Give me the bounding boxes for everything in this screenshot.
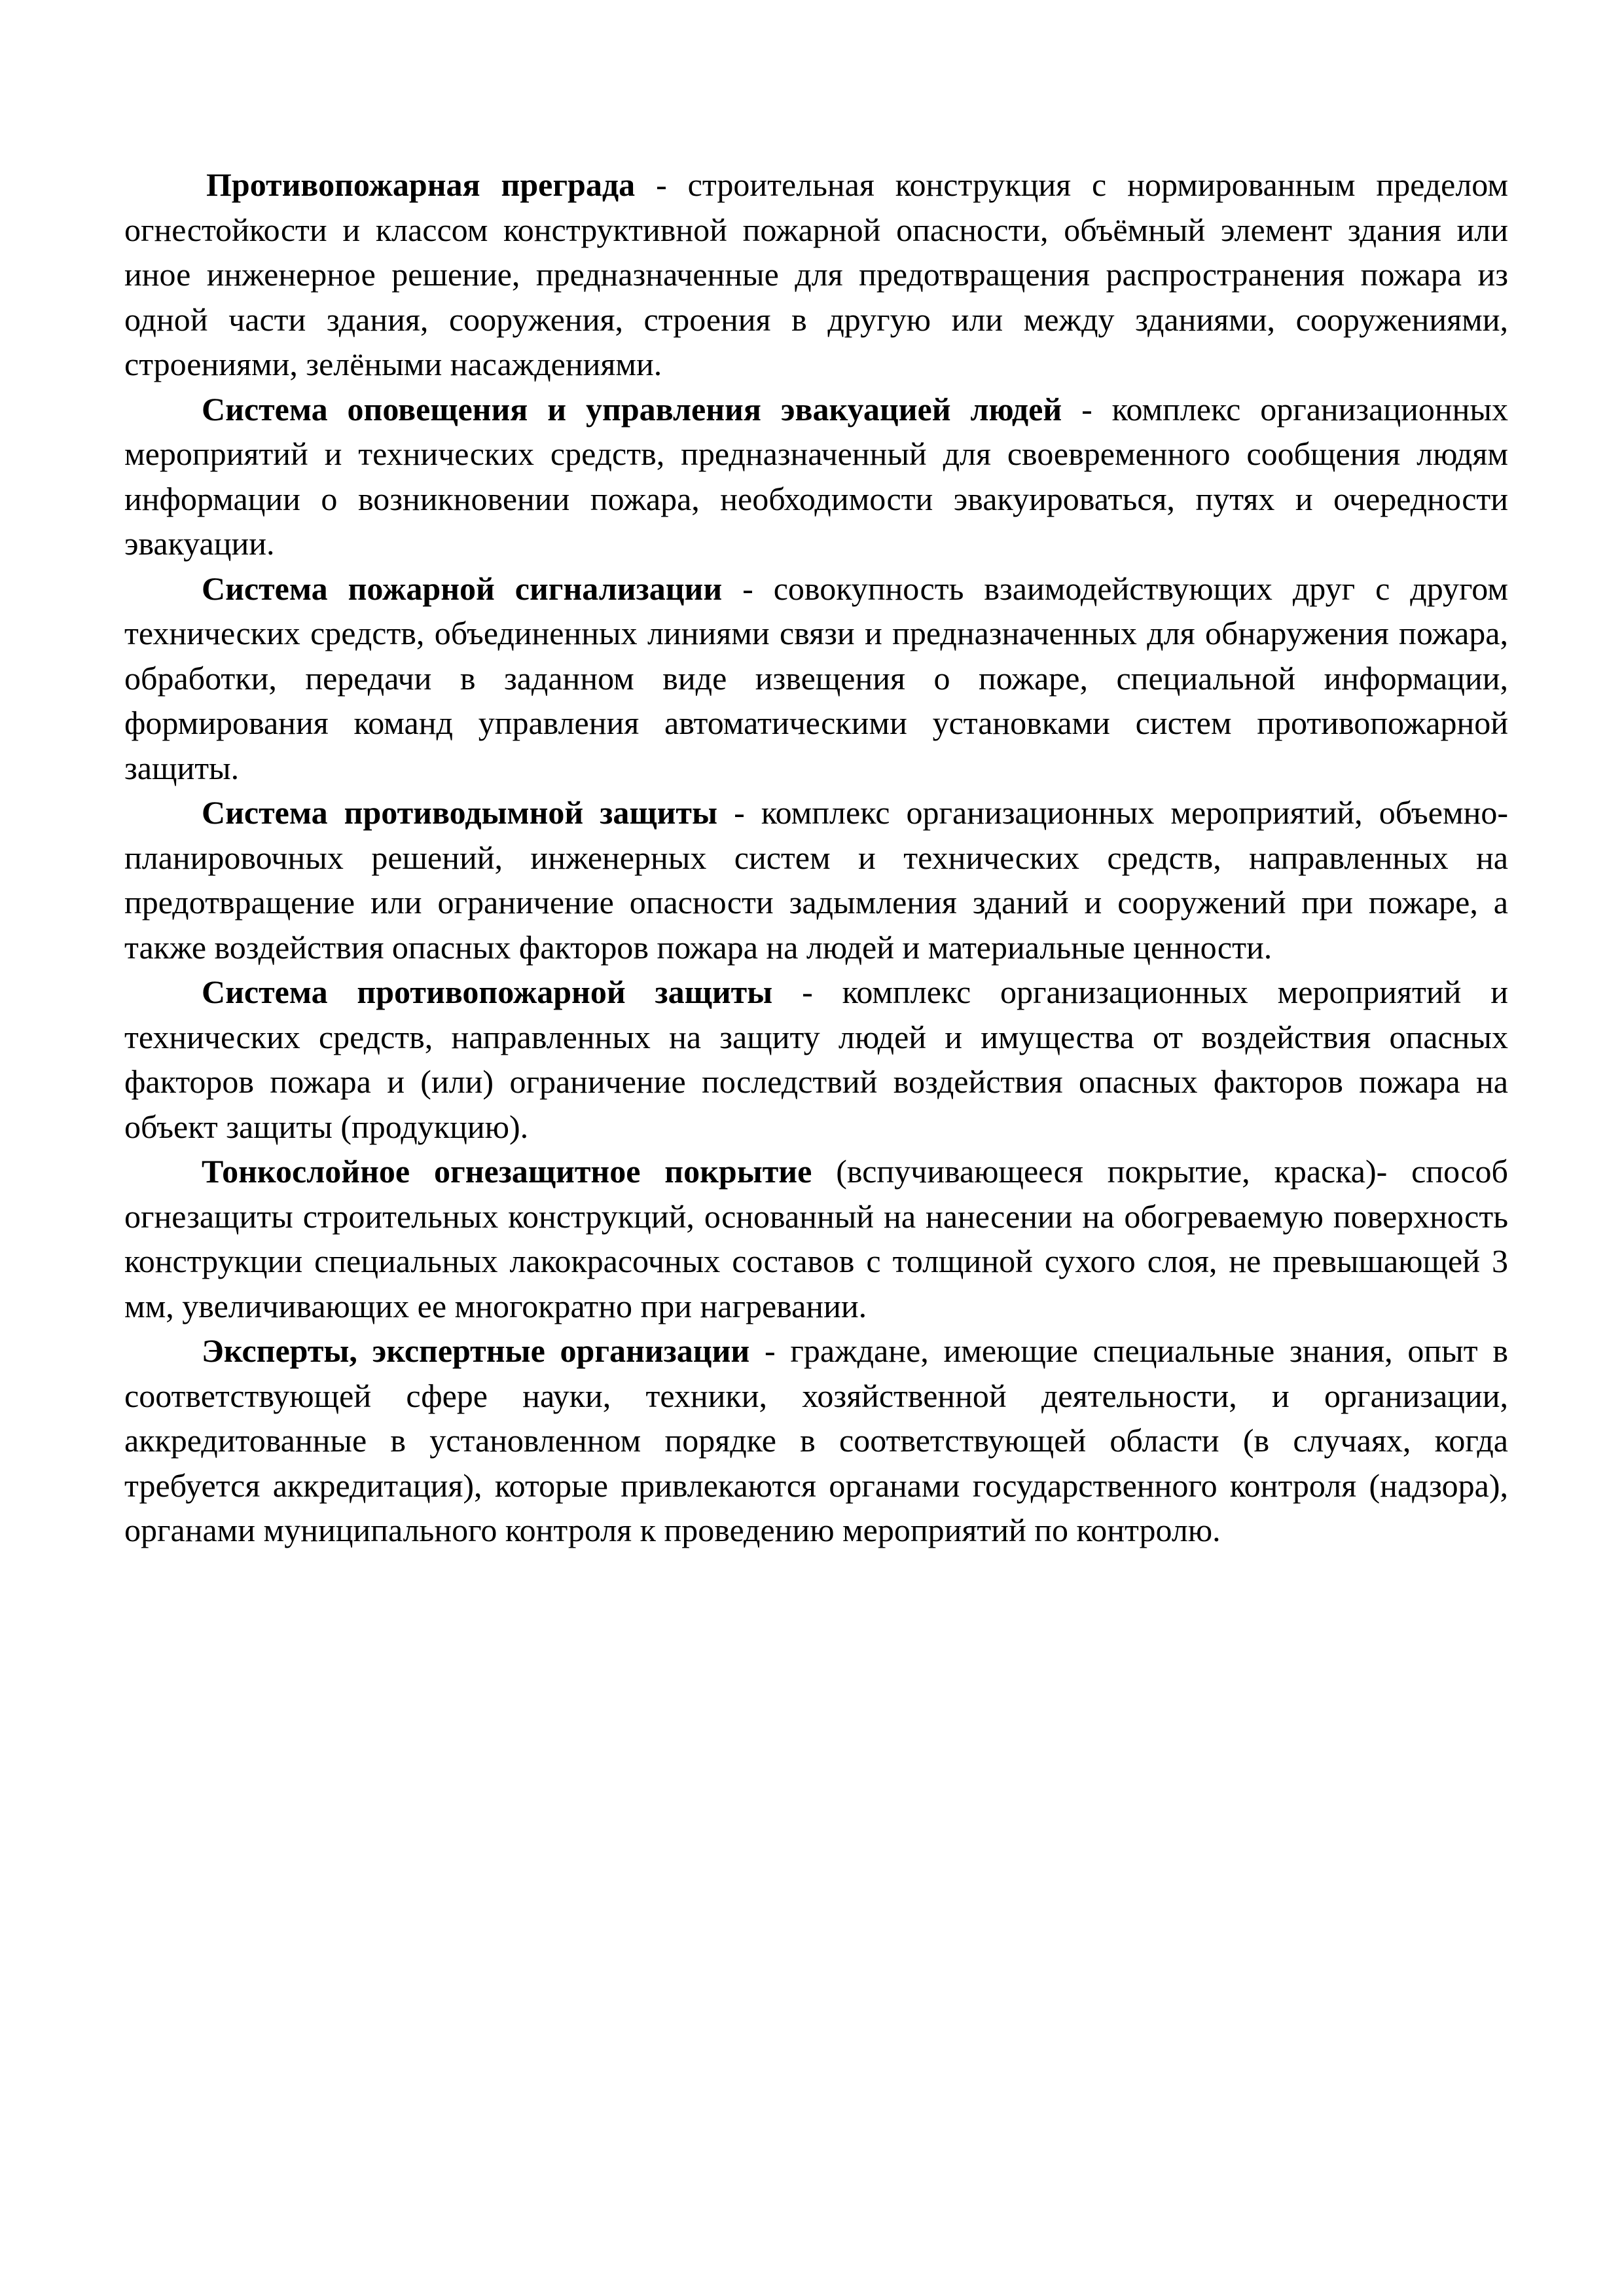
- entry-evacuation-warning-system: [124, 387, 1508, 566]
- entry-definition: - совокупность взаимодействующих друг с другом технических средств, объединенных линиями связи и предназначенных для обнаружения пожара, обработки, передачи в заданном виде извещения о пожаре, специальной информации, формирования команд управления автоматическими установками систем противопожарной защиты.: [124, 570, 1508, 786]
- entry-definition: - комплекс организационных мероприятий, объемно-планировочных решений, инженерных систем и технических средств, направленных на предотвращение или ограничение опасности задымления зданий и сооружений при пожаре, а также воздействия опасных факторов пожара на людей и материальные ценности.: [124, 794, 1508, 966]
- entry-definition: - строительная конструкция с нормированным пределом огнестойкости и классом конструктивной пожарной опасности, объёмный элемент здания или иное инженерное решение, предназначенные для предотвращения распространения пожара из одной части здания, сооружения, строения в другую или между зданиями, сооружениями, строениями, зелёными насаждениями.: [124, 166, 1508, 382]
- entry-fire-alarm-system: [124, 566, 1508, 791]
- entry-smoke-protection-system: [124, 790, 1508, 970]
- entry-term: Эксперты, экспертные организации: [202, 1332, 750, 1369]
- entry-definition: - комплекс организационных мероприятий и технических средств, направленных на защиту людей и имущества от воздействия опасных факторов пожара и (или) ограничение последствий воздействия опасных факторов пожара на объект защиты (продукцию).: [124, 974, 1508, 1145]
- glossary-text: [124, 162, 1508, 1553]
- entry-term: Тонкослойное огнезащитное покрытие: [202, 1153, 812, 1190]
- entry-term: Система пожарной сигнализации: [202, 570, 723, 607]
- entry-definition: - комплекс организационных мероприятий и технических средств, предназначенный для своевременного сообщения людям информации о возникновении пожара, необходимости эвакуироваться, путях и очередности эвакуации.: [124, 390, 1508, 562]
- entry-experts: [124, 1328, 1508, 1553]
- entry-fire-barrier: [124, 162, 1508, 387]
- entry-term: Противопожарная преграда: [206, 166, 636, 203]
- entry-definition: (вспучивающееся покрытие, краска)- способ огнезащиты строительных конструкций, основанный на нанесении на обогреваемую поверхность конструкции специальных лакокрасочных составов с толщиной сухого слоя, не превышающей 3 мм, увеличивающих ее многократно при нагревании.: [124, 1153, 1508, 1324]
- entry-definition: - граждане, имеющие специальные знания, опыт в соответствующей сфере науки, техники, хозяйственной деятельности, и организации, аккредитованные в установленном порядке в соответствующей области (в случаях, когда требуется аккредитация), которые привлекаются органами государственного контроля (надзора), органами муниципального контроля к проведению мероприятий по контролю.: [124, 1332, 1508, 1548]
- entry-term: Система противопожарной защиты: [202, 974, 773, 1010]
- entry-thin-layer-coating: [124, 1149, 1508, 1328]
- entry-fire-protection-system: [124, 970, 1508, 1149]
- entry-term: Система противодымной защиты: [202, 794, 718, 831]
- entry-term: Система оповещения и управления эвакуацией людей: [202, 390, 1062, 428]
